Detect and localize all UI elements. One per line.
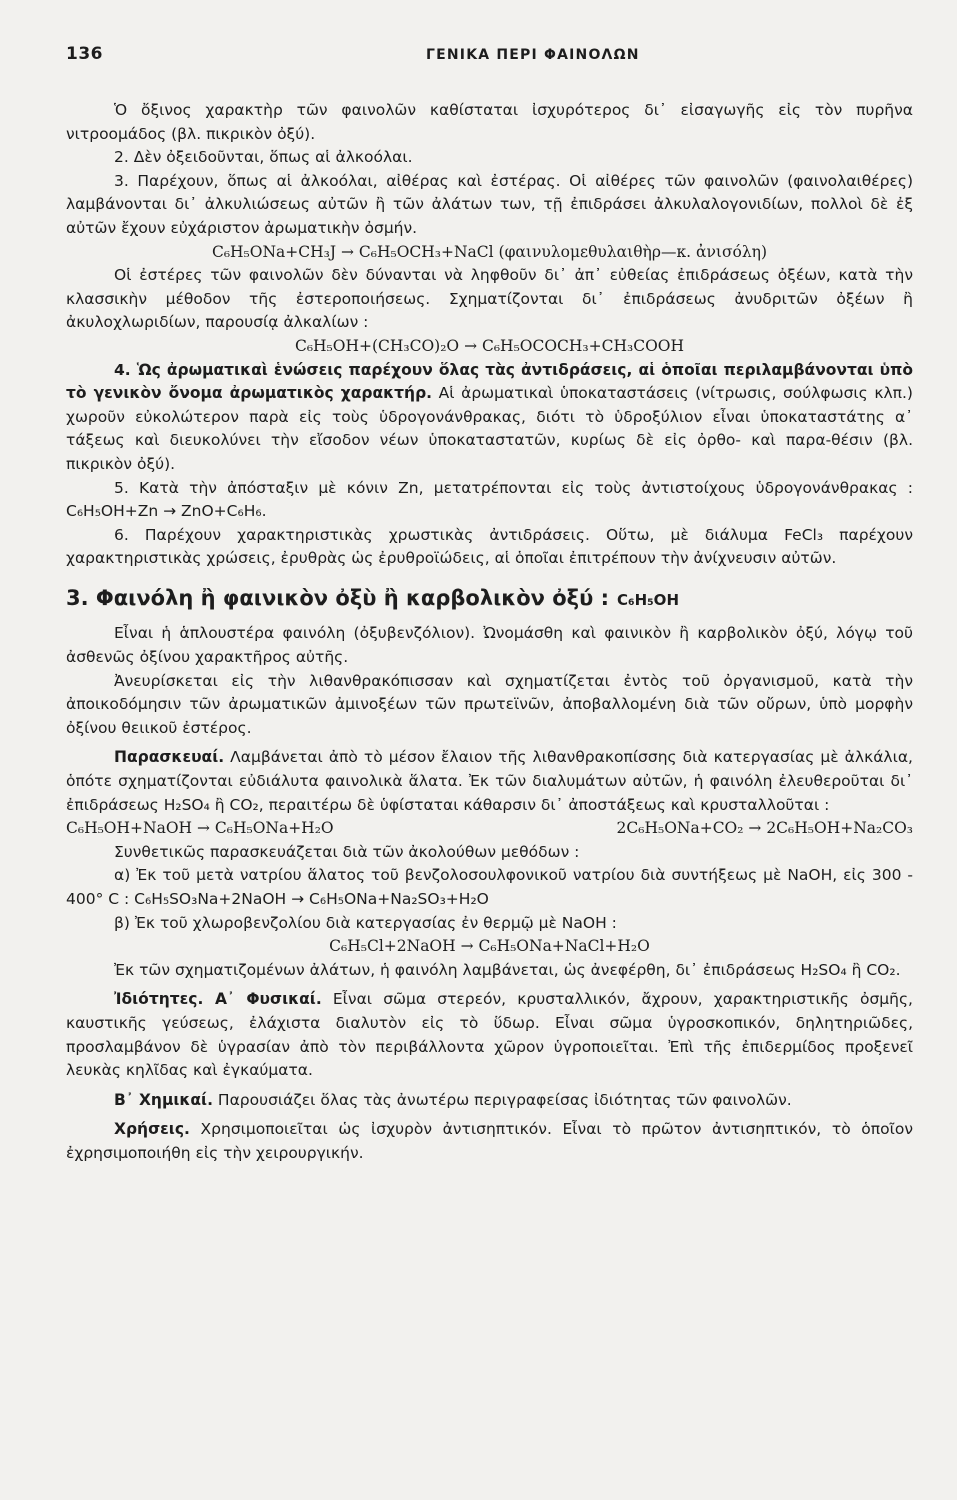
section-formula: C₆H₅OH bbox=[616, 590, 679, 609]
subheading-uses: Χρήσεις. bbox=[114, 1120, 190, 1139]
paragraph: Συνθετικῶς παρασκευάζεται διὰ τῶν ἀκολούθων μεθόδων : bbox=[114, 842, 580, 861]
paragraph bbox=[66, 1089, 913, 1113]
properties-text: Εἶναι σῶμα στερεόν, κρυσταλλικόν, ἄχρουν, χαρακτηριστικῆς ὀσμῆς, καυστικῆς γεύσεως, ἐλάχιστα διαλυτὸν εἰς τὸ ὕδωρ. Εἶναι σῶμα ὑγροσκοπικόν, δηλητηριῶδες, προσλαμβάνον δὲ ὑγρασίαν ἀπὸ τὸν περιβάλλοντα χῶρον ὑγροποιεῖται. Ἐπὶ τῆς ἐπιδερμίδος προξενεῖ λευκὰς κηλῖδας καὶ ἐγκαύματα. bbox=[66, 990, 913, 1080]
list-item: 3. Παρέχουν, ὅπως αἱ ἀλκοόλαι, αἰθέρας καὶ ἐστέρας. Οἱ αἰθέρες τῶν φαινολῶν (φαινολαιθέρες) λαμβάνονται δι᾽ ἀλκυλιώσεως αὐτῶν ἢ τῶν ἀλάτων των, τῇ ἐπιδράσει ἀλκυλαλογονιδίων, πολλοὶ δὲ ἐξ αὐτῶν ἔχουν εὐχάριστον ἀρωματικὴν ὀσμήν. bbox=[66, 171, 913, 237]
paragraph: β) Ἐκ τοῦ χλωροβενζολίου διὰ κατεργασίας ἐν θερμῷ μὲ NaOH : bbox=[114, 913, 617, 932]
section-title: 3. Φαινόλη ἢ φαινικὸν ὀξὺ ἢ καρβολικὸν ὀξύ : bbox=[66, 585, 609, 610]
equation: C₆H₅Cl+2NaOH → C₆H₅ONa+NaCl+H₂O bbox=[329, 937, 650, 956]
list-item: 6. Παρέχουν χαρακτηριστικὰς χρωστικὰς ἀντιδράσεις. Οὕτω, μὲ διάλυμα FeCl₃ παρέχουν χαρακτηριστικὰς χρώσεις, ἐρυθρὰς ὡς ἐρυθροϊώδεις, αἱ ὁποῖαι ἐπιτρέπουν τὴν ἀνίχνευσιν αὐτῶν. bbox=[66, 525, 913, 568]
running-title: ΓΕΝΙΚΑ ΠΕΡΙ ΦΑΙΝΟΛΩΝ bbox=[426, 47, 640, 63]
paragraph: Οἱ ἐστέρες τῶν φαινολῶν δὲν δύνανται νὰ ληφθοῦν δι᾽ ἀπ᾽ εὐθείας ἐπιδράσεως ὀξέων, κατὰ τὴν κλασσικὴν μέθοδον τῆς ἐστεροποιήσεως. Σχηματίζονται δι᾽ ἐπιδράσεως ἀνυδριτῶν ὀξέων ἢ ἀκυλοχλωριδίων, παρουσίᾳ ἀλκαλίων : bbox=[66, 266, 913, 332]
paragraph: Ἀνευρίσκεται εἰς τὴν λιθανθρακόπισσαν καὶ σχηματίζεται ἐντὸς τοῦ ὀργανισμοῦ, κατὰ τὴν ἀποικοδόμησιν τῶν ἀρωματικῶν ἀμινοξέων τῶν πρωτεϊνῶν, ἀποβαλλομένη διὰ τῶν οὔρων, ὑπὸ μορφὴν ὀξίνου θειικοῦ ἐστέρος. bbox=[66, 671, 913, 737]
list-item: 5. Κατὰ τὴν ἀπόσταξιν μὲ κόνιν Zn, μετατρέπονται εἰς τοὺς ἀντιστοίχους ὑδρογονάνθρακας : C₆H₅OH+Zn → ZnO+C₆H₆. bbox=[66, 478, 913, 521]
statement-continuation: Αἱ ἀρωματικαὶ ὑποκαταστάσεις (νίτρωσις, σούλφωσις κλπ.) χωροῦν εὐκολώτερον παρὰ εἰς τοὺς ὑδρογονάνθρακας, διότι τὸ ὑδροξύλιον εἶναι ὑποκαταστάτης α᾽ τάξεως καὶ διευκολύνει τὴν εἴσοδον νέων ὑποκαταστατῶν, κυρίως δὲ εἰς ὀρθο- καὶ παρα-θέσιν (βλ. πικρικὸν ὀξύ). bbox=[66, 384, 913, 473]
page-header bbox=[66, 44, 913, 74]
equation: 2C₆H₅ONa+CO₂ → 2C₆H₅OH+Na₂CO₃ bbox=[616, 819, 913, 838]
paragraph: Ὁ ὄξινος χαρακτὴρ τῶν φαινολῶν καθίσταται ἰσχυρότερος δι᾽ εἰσαγωγῆς εἰς τὸν πυρῆνα νιτροομάδος (βλ. πικρικὸν ὀξύ). bbox=[66, 101, 913, 143]
subheading-properties: Ἰδιότητες. Α᾽ Φυσικαί. bbox=[114, 990, 322, 1009]
equation: C₆H₅OH+NaOH → C₆H₅ONa+H₂O bbox=[66, 819, 334, 838]
uses-text: Χρησιμοποιεῖται ὡς ἰσχυρὸν ἀντισηπτικόν. Εἶναι τὸ πρῶτον ἀντισηπτικόν, τὸ ὁποῖον ἐχρησιμοποιήθη εἰς τὴν χειρουργικήν. bbox=[66, 1120, 913, 1162]
paragraph: α) Ἐκ τοῦ μετὰ νατρίου ἅλατος τοῦ βενζολοσουλφονικοῦ νατρίου διὰ συντήξεως μὲ NaOH, εἰς 300 - 400° C : C₆H₅SO₃Na+2NaOH → C₆H₅ONa+Na₂SO₃+H₂O bbox=[66, 866, 913, 908]
paragraph bbox=[66, 988, 913, 1082]
chemical-text: Παρουσιάζει ὅλας τὰς ἀνωτέρω περιγραφείσας ἰδιότητας τῶν φαινολῶν. bbox=[212, 1090, 792, 1109]
section-heading bbox=[66, 587, 913, 613]
bold-statement: 4. Ὡς ἀρωματικαὶ ἑνώσεις παρέχουν ὅλας τὰς ἀντιδράσεις, αἱ ὁποῖαι περιλαμβάνονται ὑπὸ τὸ γενικὸν ὄνομα ἀρωματικὸς χαρακτήρ. bbox=[66, 360, 913, 403]
paragraph: Ἐκ τῶν σχηματιζομένων ἀλάτων, ἡ φαινόλη λαμβάνεται, ὡς ἀνεφέρθη, δι᾽ ἐπιδράσεως H₂SO₄ ἢ CO₂. bbox=[114, 960, 901, 979]
subheading-preparation: Παρασκευαί. bbox=[114, 748, 225, 767]
equation: C₆H₅ONa+CH₃J → C₆H₅OCH₃+NaCl (φαινυλομεθυλαιθὴρ—κ. ἀνισόλη) bbox=[211, 242, 768, 261]
paragraph bbox=[66, 746, 913, 817]
paragraph bbox=[66, 1118, 913, 1165]
page-number: 136 bbox=[66, 44, 103, 64]
paragraph: Εἶναι ἡ ἁπλουστέρα φαινόλη (ὀξυβενζόλιον). Ὠνομάσθη καὶ φαινικὸν ἢ καρβολικὸν ὀξύ, λόγῳ τοῦ ἀσθενῶς ὀξίνου χαρακτῆρος αὐτῆς. bbox=[66, 624, 913, 667]
list-item: 2. Δὲν ὀξειδοῦνται, ὅπως αἱ ἀλκοόλαι. bbox=[114, 148, 413, 167]
subheading-chemical: Β᾽ Χημικαί. bbox=[114, 1090, 213, 1109]
preparation-text: Λαμβάνεται ἀπὸ τὸ μέσον ἔλαιον τῆς λιθανθρακοπίσσης διὰ κατεργασίας μὲ ἀλκάλια, ὁπότε σχηματίζονται εὐδιάλυτα φαινολικὰ ἅλατα. Ἐκ τῶν διαλυμάτων αὐτῶν, ἡ φαινόλη ἐλευθεροῦται δι᾽ ἐπιδράσεως H₂SO₄ ἢ CO₂, περαιτέρω δὲ ὑφίσταται κάθαρσιν δι᾽ ἀποστάξεως καὶ κρυσταλλοῦται : bbox=[66, 748, 913, 814]
page-body bbox=[66, 99, 913, 1166]
equation-pair bbox=[66, 817, 913, 841]
list-item bbox=[66, 359, 913, 477]
equation: C₆H₅OH+(CH₃CO)₂O → C₆H₅OCOCH₃+CH₃COOH bbox=[294, 336, 685, 355]
